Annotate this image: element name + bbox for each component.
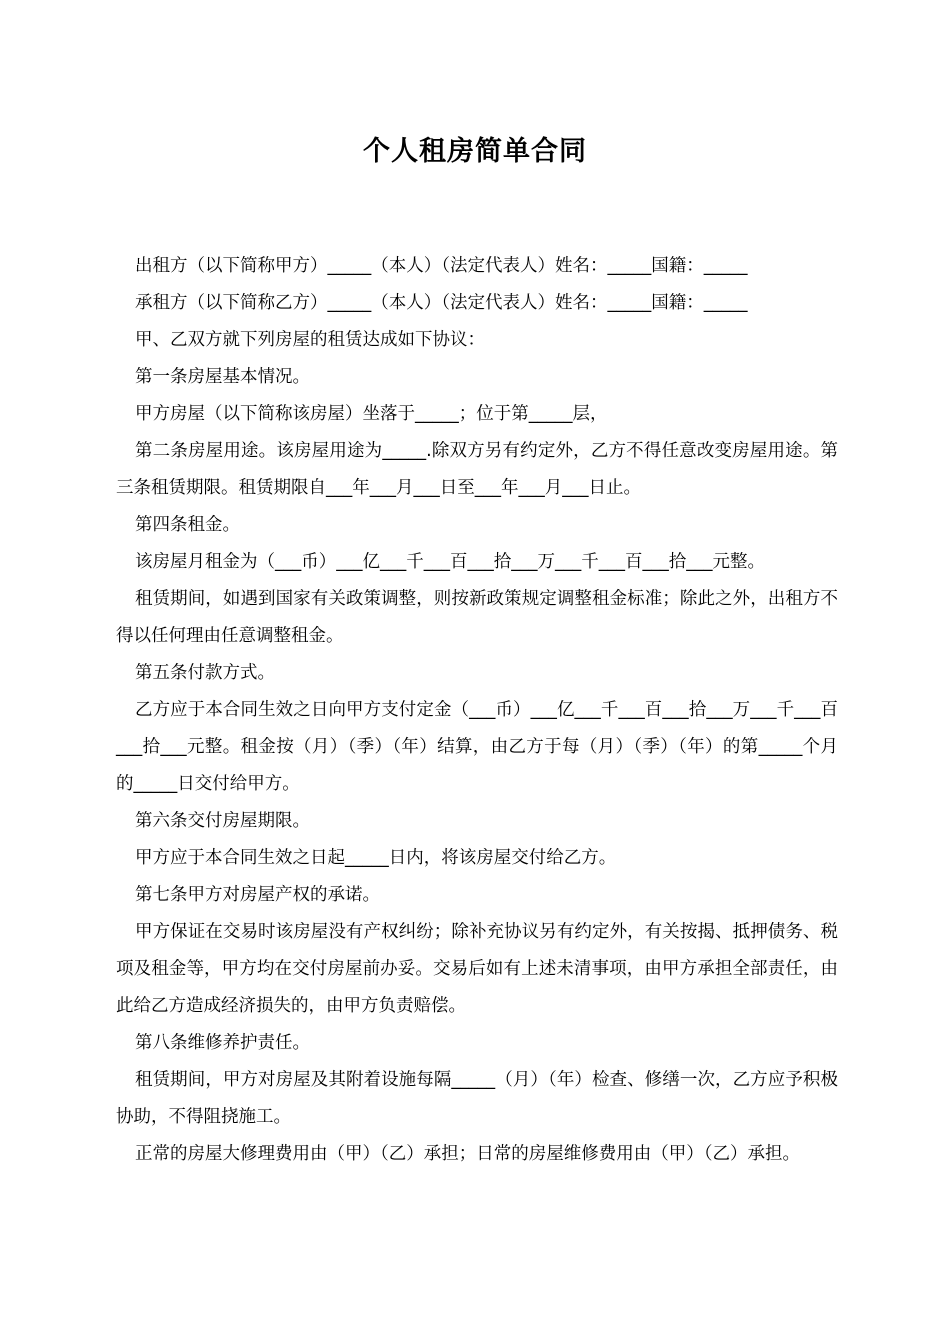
- paragraph-article-1-heading: 第一条房屋基本情况。: [135, 367, 310, 387]
- paragraph-lessor: 出租方（以下简称甲方）_____（本人）（法定代表人）姓名：_____国籍：_____: [135, 256, 748, 276]
- paragraph-article-5-heading: 第五条付款方式。: [135, 663, 275, 683]
- paragraph-article-7-body: 甲方保证在交易时该房屋没有产权纠纷；除补充协议另有约定外，有关按揭、抵押债务、税项及租金等，甲方均在交付房屋前办妥。交易后如有上述未清事项，由甲方承担全部责任，由此给乙方造成经济损失的，由甲方负责赔偿。: [116, 922, 838, 1016]
- paragraph-agreement-intro: 甲、乙双方就下列房屋的租赁达成如下协议：: [135, 330, 485, 350]
- paragraph-article-1-body: 甲方房屋（以下简称该房屋）坐落于_____；位于第_____层，: [135, 404, 608, 424]
- paragraph-article-6-body: 甲方应于本合同生效之日起_____日内，将该房屋交付给乙方。: [135, 848, 617, 868]
- paragraph-lessee: 承租方（以下简称乙方）_____（本人）（法定代表人）姓名：_____国籍：_____: [135, 293, 748, 313]
- paragraph-article-2-3: 第二条房屋用途。该房屋用途为_____.除双方另有约定外，乙方不得任意改变房屋用途。第三条租赁期限。租赁期限自___年___月___日至___年___月___日止。: [116, 441, 838, 498]
- document-title: 个人租房简单合同: [363, 136, 587, 167]
- paragraph-article-8-heading: 第八条维修养护责任。: [135, 1033, 310, 1053]
- document-body: [116, 248, 838, 1173]
- paragraph-article-4-heading: 第四条租金。: [135, 515, 240, 535]
- paragraph-article-8-repair-costs: 正常的房屋大修理费用由（甲）（乙）承担；日常的房屋维修费用由（甲）（乙）承担。: [135, 1144, 800, 1164]
- paragraph-article-5-body: 乙方应于本合同生效之日向甲方支付定金（___币）___亿___千___百___拾___万___千___百___拾___元整。租金按（月）（季）（年）结算，由乙方于每（月）（季）（年）的第_____个月的_____日交付给甲方。: [116, 700, 838, 794]
- paragraph-article-4-adjustment: 租赁期间，如遇到国家有关政策调整，则按新政策规定调整租金标准；除此之外，出租方不得以任何理由任意调整租金。: [116, 589, 838, 646]
- paragraph-article-6-heading: 第六条交付房屋期限。: [135, 811, 310, 831]
- paragraph-article-7-heading: 第七条甲方对房屋产权的承诺。: [135, 885, 380, 905]
- paragraph-article-4-rent: 该房屋月租金为（___币）___亿___千___百___拾___万___千___百___拾___元整。: [135, 552, 765, 572]
- paragraph-article-8-inspection: 租赁期间，甲方对房屋及其附着设施每隔_____（月）（年）检查、修缮一次，乙方应予积极协助，不得阻挠施工。: [116, 1070, 838, 1127]
